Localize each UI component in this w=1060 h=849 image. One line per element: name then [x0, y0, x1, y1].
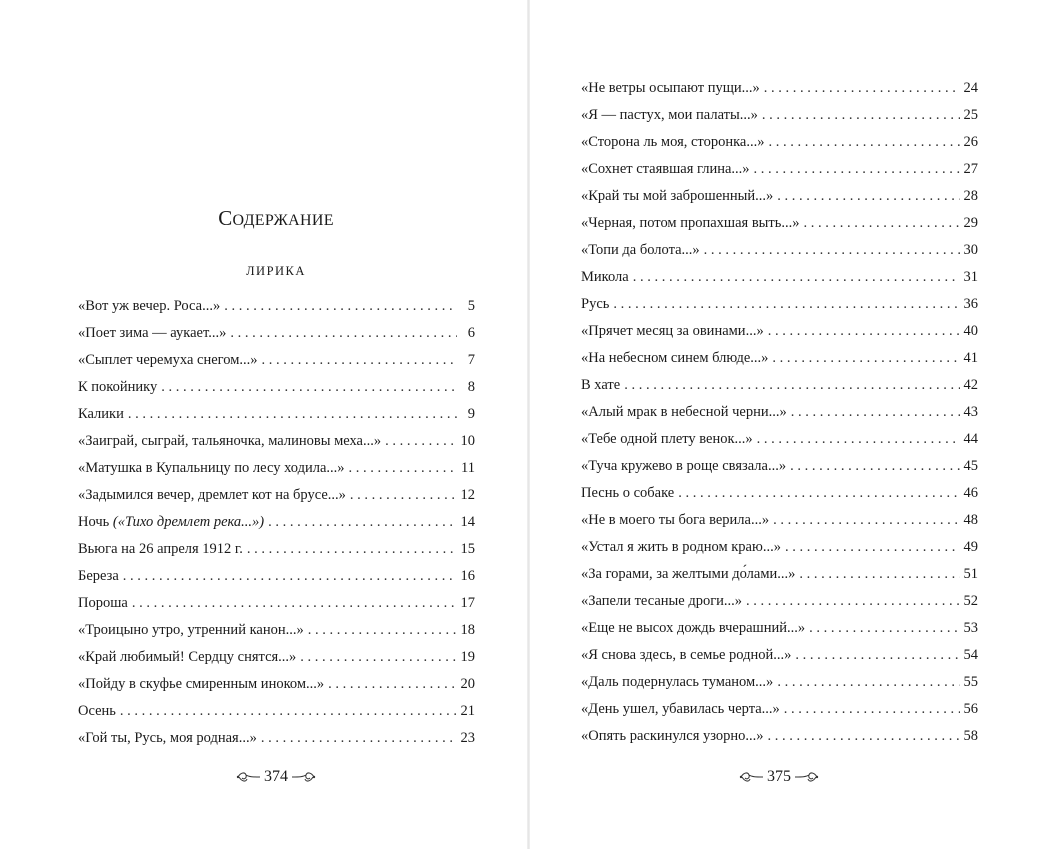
toc-entry-title: [581, 618, 805, 638]
toc-entry-title: [581, 645, 791, 665]
toc-entry: [78, 377, 475, 404]
toc-entry-title-text: В хате: [581, 377, 621, 393]
toc-entry-title: [78, 404, 124, 424]
right-page: [530, 0, 1058, 849]
toc-entry: [581, 132, 978, 159]
dot-leader: [809, 618, 959, 638]
toc-entry-title: [581, 132, 764, 152]
toc-entry: [78, 323, 475, 350]
toc-entry-page-number: 43: [963, 404, 978, 420]
toc-entry-title: [581, 591, 742, 611]
dot-leader: [773, 510, 959, 530]
toc-entry-title-text: «Поет зима — аукает...»: [78, 325, 227, 341]
toc-entry-title: [78, 539, 243, 559]
toc-entry-page-number: 52: [963, 593, 978, 609]
page-number-right: [699, 768, 859, 786]
toc-entry-title-text: «Я снова здесь, в семье родной...»: [581, 647, 792, 663]
toc-entry-title: [581, 456, 786, 476]
toc-entry-page-number: 10: [460, 433, 475, 449]
toc-entry-title: [78, 296, 220, 316]
dot-leader: [678, 483, 959, 503]
toc-entry-title: [78, 620, 304, 640]
toc-entry: [581, 294, 978, 321]
toc-entry-title-text: «Даль подернулась туманом...»: [581, 674, 774, 690]
toc-entry-title-text: «Я — пастух, мои палаты...»: [581, 107, 758, 123]
dot-leader: [768, 132, 959, 152]
dot-leader: [224, 296, 457, 316]
toc-entry-title: [78, 701, 116, 721]
toc-entry-page-number: 15: [460, 541, 475, 557]
toc-entry-title: [78, 728, 257, 748]
toc-entry: [581, 429, 978, 456]
toc-entry: [78, 512, 475, 539]
dot-leader: [785, 537, 960, 557]
toc-entry: [78, 350, 475, 377]
toc-entry-title: [581, 483, 674, 503]
dot-leader: [790, 456, 959, 476]
toc-entry: [581, 618, 978, 645]
title-initial: С: [218, 206, 233, 230]
toc-entry: [581, 510, 978, 537]
toc-entry: [78, 728, 475, 755]
dot-leader: [624, 375, 959, 395]
dot-leader: [768, 321, 960, 341]
dot-leader: [799, 564, 959, 584]
toc-entry-title-text: «Не ветры осыпают пущи...»: [581, 80, 760, 96]
dot-leader: [161, 377, 457, 397]
toc-entry-page-number: 51: [963, 566, 978, 582]
toc-entry: [78, 404, 475, 431]
toc-entry-title-text: «Край любимый! Сердцу снятся...»: [78, 649, 297, 665]
toc-entry-title-text: Микола: [581, 269, 629, 285]
dot-leader: [746, 591, 959, 611]
dot-leader: [777, 672, 959, 692]
toc-entry: [78, 647, 475, 674]
dot-leader: [754, 159, 960, 179]
toc-entry: [581, 267, 978, 294]
dot-leader: [764, 78, 960, 98]
folio-number: 375: [767, 768, 791, 785]
toc-entry-title-text: «Задымился вечер, дремлет кот на брусе...»: [78, 487, 346, 503]
toc-entry-page-number: 28: [963, 188, 978, 204]
toc-entry-title-text: Береза: [78, 568, 119, 584]
toc-entry-page-number: 20: [460, 676, 475, 692]
toc-entry: [78, 485, 475, 512]
toc-entry: [581, 240, 978, 267]
toc-entry-title-text: Калики: [78, 406, 124, 422]
dot-leader: [247, 539, 457, 559]
toc-entry-title: [78, 566, 119, 586]
folio-number: 374: [264, 768, 288, 785]
toc-entry-title: [581, 537, 781, 557]
toc-entry-title: [581, 564, 795, 584]
page-title: [78, 206, 474, 231]
toc-entry-title: [581, 159, 750, 179]
toc-entry-title-text: «День ушел, убавилась черта...»: [581, 701, 780, 717]
dot-leader: [230, 323, 457, 343]
toc-entry: [581, 402, 978, 429]
toc-entry-title-text: «Топи да болота...»: [581, 242, 700, 258]
toc-entry-title: [581, 402, 787, 422]
dot-leader: [308, 620, 457, 640]
toc-entry-page-number: 5: [467, 298, 475, 314]
toc-entry: [78, 701, 475, 728]
toc-entry-page-number: 21: [460, 703, 475, 719]
toc-entry-title-text: «Туча кружево в роще связала...»: [581, 458, 787, 474]
toc-entry: [581, 159, 978, 186]
toc-entry-page-number: 6: [467, 325, 475, 341]
toc-entry: [581, 537, 978, 564]
toc-entry-title-text: «Еще не высох дождь вчерашний...»: [581, 620, 806, 636]
toc-entry: [581, 564, 978, 591]
toc-entry-title-text: «Пойду в скуфье смиренным иноком...»: [78, 676, 325, 692]
toc-entry-title: [78, 674, 324, 694]
toc-entry-title: [78, 647, 296, 667]
toc-entry-page-number: 27: [963, 161, 978, 177]
toc-entry-page-number: 18: [460, 622, 475, 638]
left-page: [0, 0, 528, 849]
dot-leader: [385, 431, 456, 451]
dot-leader: [768, 726, 960, 746]
toc-entry-page-number: 14: [460, 514, 475, 530]
toc-entry-title-text: «Край ты мой заброшенный...»: [581, 188, 774, 204]
toc-entry-title: [581, 321, 764, 341]
dot-leader: [123, 566, 457, 586]
toc-entry-title-text: Песнь о собаке: [581, 485, 675, 501]
toc-entry-title-text: «На небесном синем блюде...»: [581, 350, 769, 366]
dot-leader: [300, 647, 456, 667]
toc-entry-title-text: Русь: [581, 296, 610, 312]
toc-entry-title-text: «Тебе одной плету венок...»: [581, 431, 753, 447]
toc-entry: [581, 483, 978, 510]
toc-entry: [581, 591, 978, 618]
toc-entry-title: [78, 350, 258, 370]
dot-leader: [128, 404, 457, 424]
toc-entry-page-number: 25: [963, 107, 978, 123]
toc-entry-page-number: 16: [460, 568, 475, 584]
dot-leader: [349, 458, 457, 478]
toc-entry-title: [581, 510, 769, 530]
toc-entry-page-number: 29: [963, 215, 978, 231]
toc-entry-title: [78, 377, 157, 397]
toc-entry-title-text: «Гой ты, Русь, моя родная...»: [78, 730, 257, 746]
toc-entry: [581, 645, 978, 672]
toc-entry: [581, 456, 978, 483]
toc-entry-page-number: 53: [963, 620, 978, 636]
section-heading: ЛИРИКА: [246, 264, 306, 278]
toc-entry: [581, 321, 978, 348]
toc-entry-title-text: «Алый мрак в небесной черни...»: [581, 404, 787, 420]
toc-entry-page-number: 11: [461, 460, 475, 476]
toc-entry-page-number: 42: [963, 377, 978, 393]
toc-entry: [581, 213, 978, 240]
toc-entry-page-number: 58: [963, 728, 978, 744]
toc-entry-title: [78, 485, 346, 505]
toc-entry-page-number: 55: [963, 674, 978, 690]
toc-entry-title: [78, 323, 226, 343]
toc-entry-subtitle: («Тихо дремлет река...»): [112, 514, 265, 530]
dot-leader: [262, 350, 457, 370]
toc-entry-title: [581, 699, 780, 719]
toc-entry-page-number: 44: [963, 431, 978, 447]
toc-entry-page-number: 56: [963, 701, 978, 717]
toc-entry-title-text: «Черная, потом пропахшая выть...»: [581, 215, 800, 231]
dot-leader: [268, 512, 456, 532]
toc-entry-title-text: Осень: [78, 703, 116, 719]
toc-entry: [581, 672, 978, 699]
toc-entry: [78, 296, 475, 323]
toc-entry-title: [581, 672, 773, 692]
toc-entry-title: [581, 78, 760, 98]
toc-entry-title-text: «Заиграй, сыграй, тальяночка, малиновы меха...»: [78, 433, 382, 449]
dot-leader: [803, 213, 959, 233]
toc-entry-title: [581, 348, 768, 368]
fleuron-left-icon: [236, 769, 262, 785]
toc-entry-page-number: 46: [963, 485, 978, 501]
fleuron-right-icon: [793, 769, 819, 785]
dot-leader: [791, 402, 960, 422]
toc-entry: [78, 458, 475, 485]
toc-entry: [78, 593, 475, 620]
dot-leader: [328, 674, 456, 694]
toc-entry-title-text: «Запели тесаные дроги...»: [581, 593, 743, 609]
toc-entry-page-number: 17: [460, 595, 475, 611]
dot-leader: [120, 701, 457, 721]
toc-entry-title-text: «Опять раскинулся узорно...»: [581, 728, 764, 744]
dot-leader: [762, 105, 960, 125]
toc-entry-title: [581, 375, 620, 395]
toc-entry-title-text: К покойнику: [78, 379, 158, 395]
fleuron-right-icon: [290, 769, 316, 785]
dot-leader: [777, 186, 959, 206]
toc-entry-page-number: 7: [467, 352, 475, 368]
toc-list-right: [581, 78, 978, 753]
dot-leader: [132, 593, 457, 613]
toc-entry-page-number: 30: [963, 242, 978, 258]
toc-entry-page-number: 40: [963, 323, 978, 339]
toc-entry-page-number: 8: [467, 379, 475, 395]
toc-entry-title-text: «Сторона ль моя, сторонка...»: [581, 134, 765, 150]
toc-entry: [581, 699, 978, 726]
toc-entry-title-text: «За горами, за желтыми до́лами...»: [581, 566, 796, 582]
toc-entry-page-number: 41: [963, 350, 978, 366]
toc-entry: [78, 431, 475, 458]
toc-entry-title: [581, 429, 753, 449]
dot-leader: [757, 429, 960, 449]
toc-entry: [581, 348, 978, 375]
toc-entry-title: [78, 512, 264, 532]
toc-entry-page-number: 36: [963, 296, 978, 312]
toc-entry-title-text: «Вот уж вечер. Роса...»: [78, 298, 221, 314]
toc-entry-title-text: «Прячет месяц за овинами...»: [581, 323, 764, 339]
toc-entry-title: [78, 593, 128, 613]
toc-entry-page-number: 31: [963, 269, 978, 285]
dot-leader: [704, 240, 960, 260]
fleuron-left-icon: [739, 769, 765, 785]
toc-entry-title: [581, 267, 629, 287]
title-rest: ОДЕРЖАНИЕ: [232, 212, 334, 229]
dot-leader: [772, 348, 959, 368]
toc-entry-title-text: «Матушка в Купальницу по лесу ходила...»: [78, 460, 345, 476]
page-number-left: [196, 768, 356, 786]
toc-entry: [78, 566, 475, 593]
toc-entry: [581, 726, 978, 753]
toc-entry-title: [78, 431, 381, 451]
toc-entry: [581, 186, 978, 213]
toc-entry-title-text: «Сохнет стаявшая глина...»: [581, 161, 750, 177]
dot-leader: [613, 294, 959, 314]
toc-entry-page-number: 48: [963, 512, 978, 528]
toc-entry: [581, 78, 978, 105]
toc-entry: [78, 539, 475, 566]
toc-entry-page-number: 19: [460, 649, 475, 665]
toc-entry-title-text: Вьюга на 26 апреля 1912 г.: [78, 541, 243, 557]
toc-entry-title: [581, 240, 700, 260]
toc-entry-title: [581, 105, 758, 125]
toc-entry-page-number: 12: [460, 487, 475, 503]
toc-entry-page-number: 49: [963, 539, 978, 555]
toc-entry: [581, 375, 978, 402]
toc-entry-page-number: 54: [963, 647, 978, 663]
dot-leader: [261, 728, 457, 748]
toc-entry-title: [581, 213, 799, 233]
dot-leader: [784, 699, 960, 719]
toc-entry-title-text: «Троицыно утро, утренний канон...»: [78, 622, 304, 638]
toc-entry: [78, 620, 475, 647]
toc-entry: [78, 674, 475, 701]
toc-entry-page-number: 24: [963, 80, 978, 96]
toc-entry-title: [78, 458, 345, 478]
toc-entry-title-text: «Сыплет черемуха снегом...»: [78, 352, 258, 368]
toc-entry-page-number: 9: [467, 406, 475, 422]
toc-entry-title: [581, 186, 773, 206]
toc-list-left: [78, 296, 475, 755]
dot-leader: [350, 485, 457, 505]
dot-leader: [795, 645, 959, 665]
toc-entry-title-text: Ночь: [78, 514, 113, 530]
dot-leader: [633, 267, 960, 287]
toc-entry-page-number: 26: [963, 134, 978, 150]
toc-entry-title-text: «Не в моего ты бога верила...»: [581, 512, 770, 528]
toc-entry-page-number: 45: [963, 458, 978, 474]
toc-entry-page-number: 23: [460, 730, 475, 746]
toc-entry-title: [581, 726, 764, 746]
toc-entry-title-text: «Устал я жить в родном краю...»: [581, 539, 781, 555]
toc-entry-title-text: Пороша: [78, 595, 128, 611]
toc-entry: [581, 105, 978, 132]
toc-entry-title: [581, 294, 609, 314]
